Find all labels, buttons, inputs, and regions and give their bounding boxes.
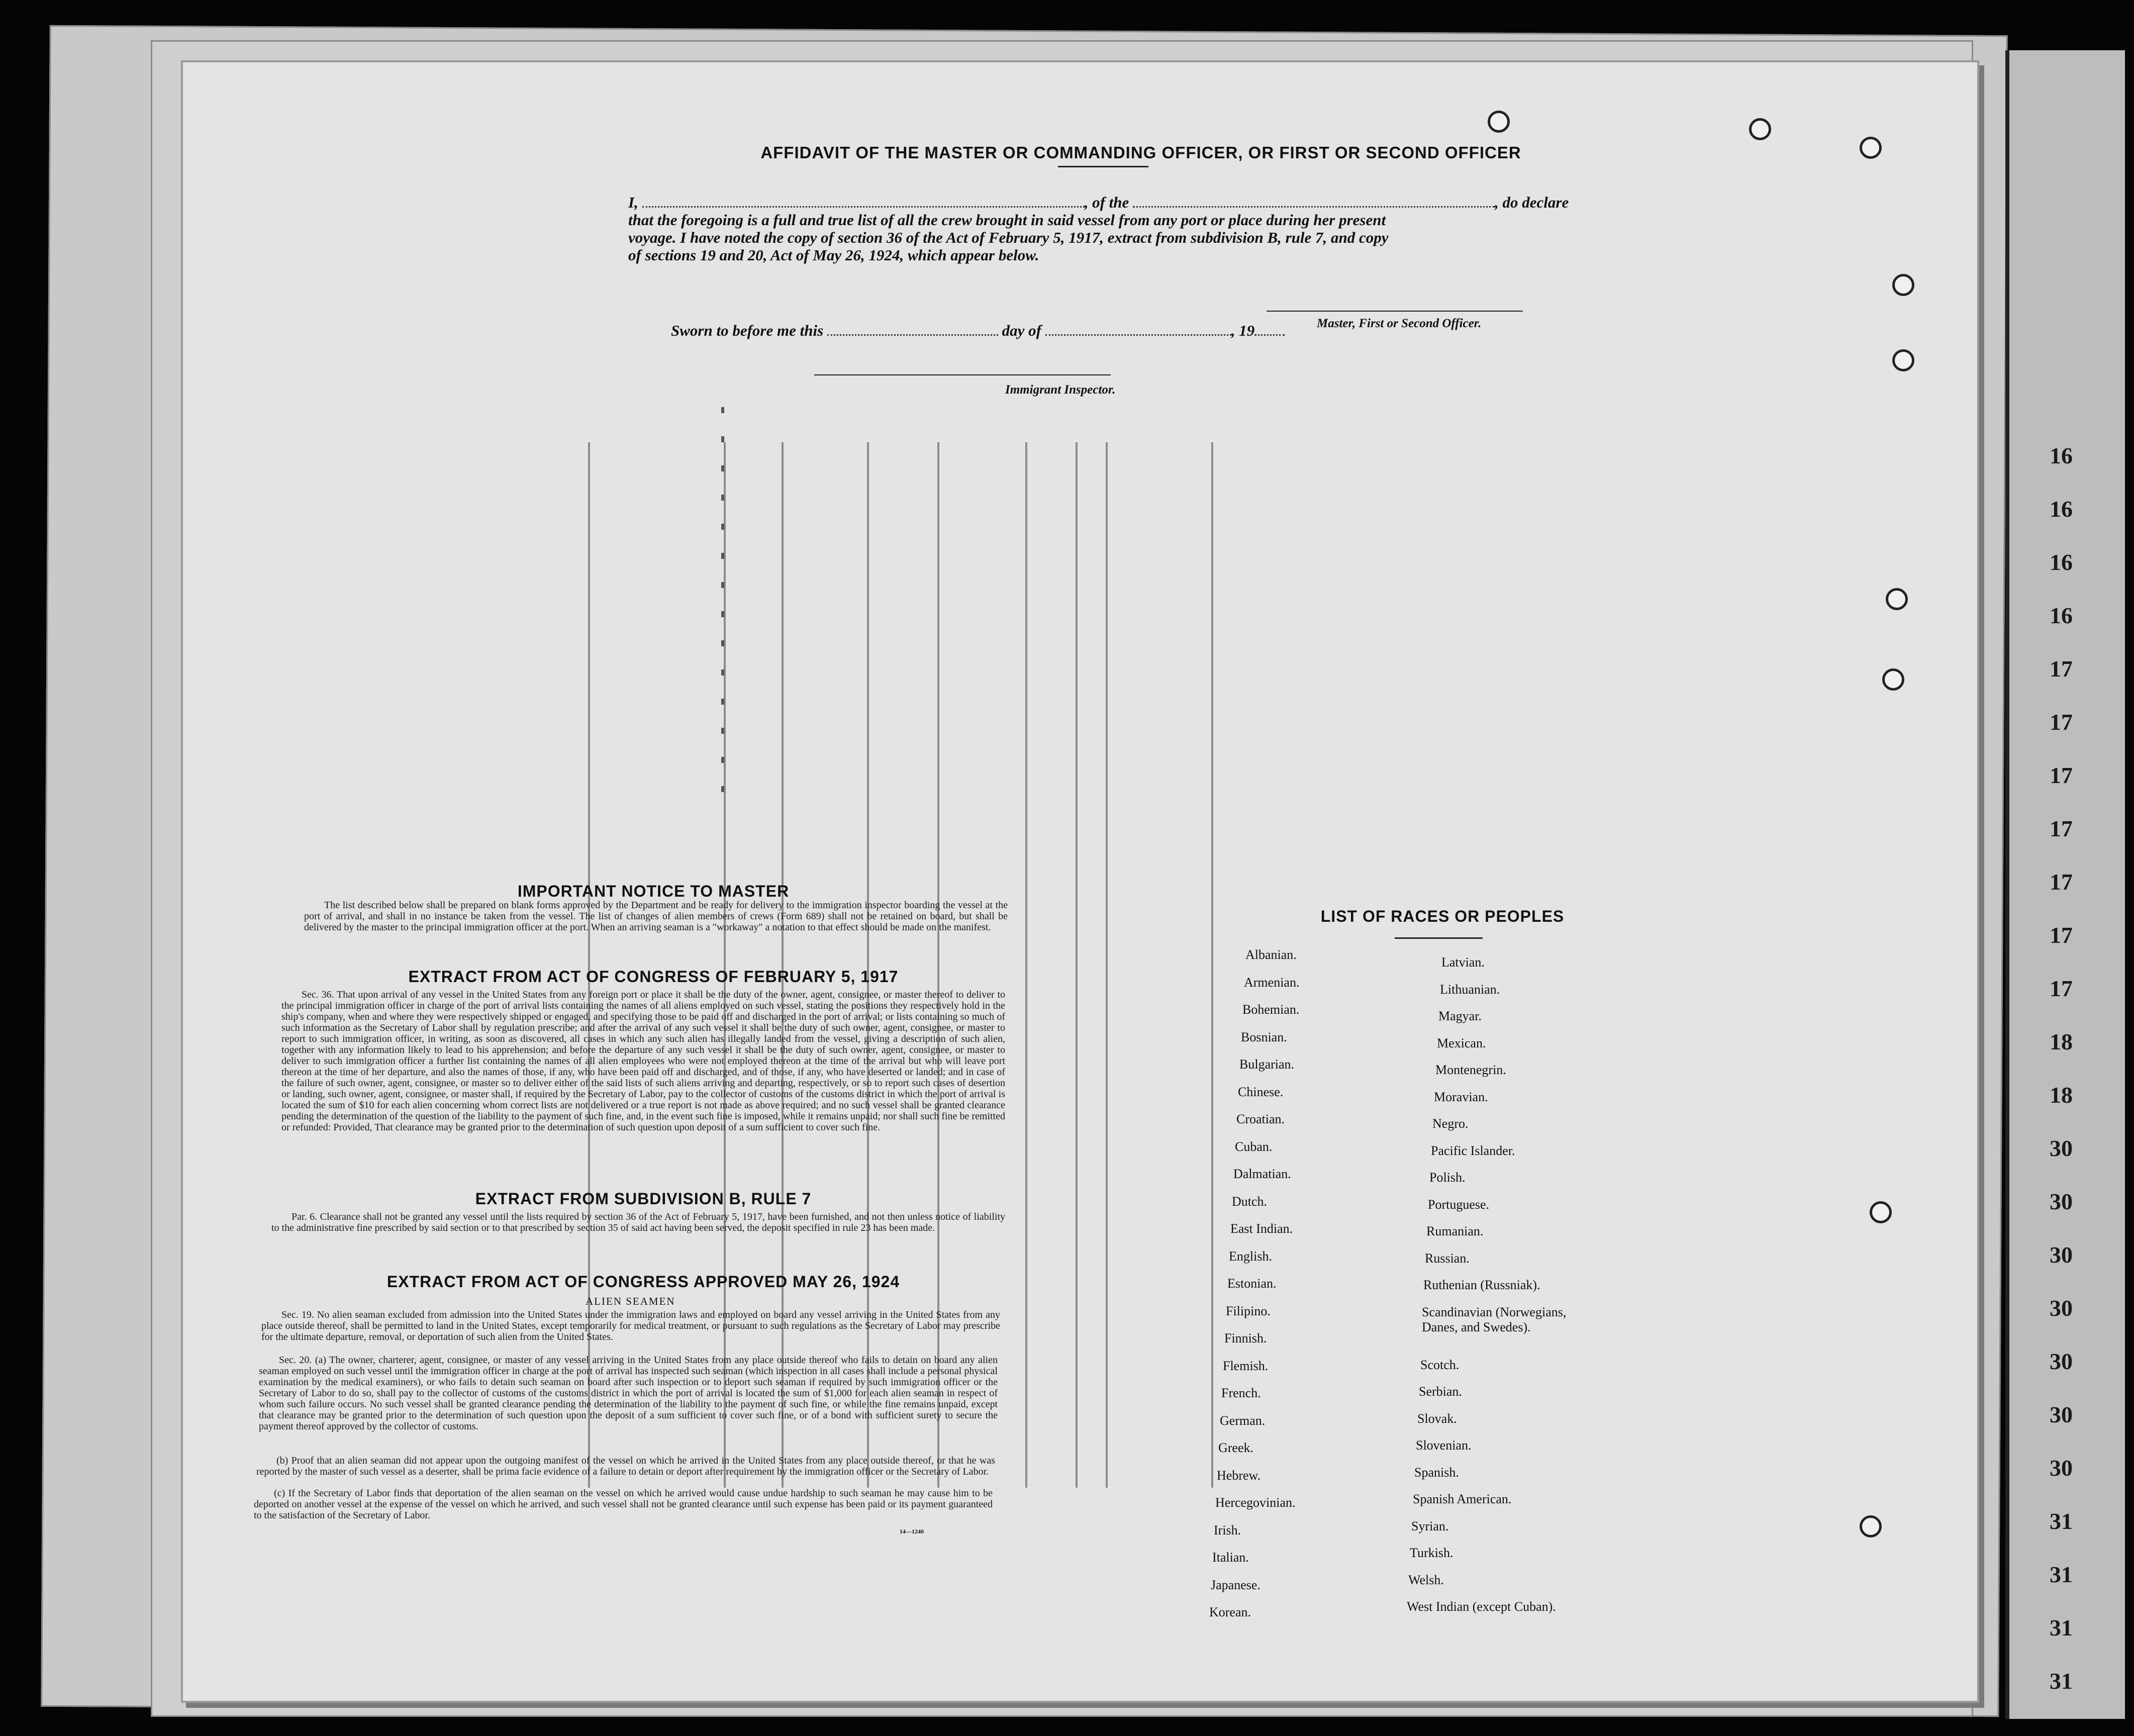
race-item: Polish.: [1429, 1170, 1466, 1185]
underlying-page-number: 31: [2050, 1508, 2073, 1534]
adjacent-page-edge: [2005, 50, 2125, 1719]
alien-seamen-subtitle: ALIEN SEAMEN: [586, 1295, 675, 1307]
punch-hole: [1882, 668, 1904, 691]
race-item: Filipino.: [1226, 1303, 1271, 1318]
grid-tick: [721, 495, 724, 501]
underlying-page-number: 17: [2050, 709, 2073, 735]
underlying-page-number: 17: [2050, 922, 2073, 948]
grid-tick: [721, 728, 724, 734]
race-item: Montenegrin.: [1435, 1063, 1506, 1077]
race-item: Albanian.: [1245, 947, 1297, 962]
race-item: Negro.: [1432, 1116, 1469, 1131]
sworn-prefix: Sworn to before me this: [671, 322, 824, 339]
grid-tick: [721, 786, 724, 792]
race-item: Bulgarian.: [1239, 1057, 1295, 1072]
race-item: Bohemian.: [1242, 1002, 1300, 1017]
race-item: Estonian.: [1227, 1276, 1277, 1291]
declaration-prefix: I,: [628, 194, 638, 211]
punch-hole: [1892, 349, 1914, 371]
race-item: East Indian.: [1230, 1221, 1293, 1236]
notice-text: The list described below shall be prepared on blank forms approved by the Department and be ready for delivery to the immigration inspector boarding the vessel at the port of arrival, and shall in no instance be taken from the vessel. The list of changes of alien members of crews (Form 689) shall not be retained on board, but shall be delivered by the master to the principal immigration officer at the port. When an arriving seaman is a "workaway" a notation to that effect should be made on the manifest.: [304, 900, 1008, 933]
master-signature-line: [1267, 311, 1523, 312]
race-item: Lithuanian.: [1440, 982, 1500, 997]
grid-tick: [721, 553, 724, 559]
grid-tick: [721, 407, 724, 413]
declaration-mid: , of the: [1084, 194, 1129, 211]
punch-hole: [1892, 274, 1914, 296]
punch-hole: [1749, 118, 1771, 140]
punch-hole: [1488, 111, 1510, 133]
race-item: Syrian.: [1411, 1518, 1449, 1533]
underlying-page-number: 17: [2050, 816, 2073, 841]
races-title-underline: [1395, 937, 1483, 939]
sworn-suffix: , 19: [1231, 322, 1255, 339]
name-blank[interactable]: [642, 195, 1085, 208]
sworn-year-blank[interactable]: [1254, 323, 1285, 336]
extract-1924-sec20b: (b) Proof that an alien seaman did not appear upon the outgoing manifest of the vessel on which he arrived in the United States from any place outside thereof, or that he was reported by the master of such vessel as a deserter, shall be prima facie evidence of a failure to detain or deport after requirement by the immigration officer or the Secretary of Labor.: [256, 1455, 995, 1477]
race-item: Cuban.: [1235, 1139, 1273, 1154]
grid-tick: [721, 757, 724, 763]
underlying-page-number: 17: [2050, 976, 2073, 1001]
inspector-signature-line: [814, 374, 1111, 375]
race-item: Hebrew.: [1217, 1468, 1261, 1483]
race-item: Dutch.: [1232, 1194, 1268, 1209]
race-item: Slovenian.: [1416, 1438, 1472, 1453]
underlying-page-number: 30: [2050, 1135, 2073, 1161]
race-item: Moravian.: [1434, 1089, 1488, 1104]
underlying-page-number: 16: [2050, 496, 2073, 522]
rule7-title: EXTRACT FROM SUBDIVISION B, RULE 7: [475, 1190, 812, 1208]
underlying-page-number: 30: [2050, 1242, 2073, 1268]
race-item: French.: [1221, 1386, 1261, 1400]
race-item: Rumanian.: [1426, 1224, 1484, 1238]
race-item: Greek.: [1218, 1440, 1254, 1455]
race-item: Scotch.: [1420, 1357, 1460, 1372]
race-item: Korean.: [1209, 1605, 1251, 1619]
sworn-day-blank[interactable]: [827, 323, 998, 336]
underlying-page-number: 30: [2050, 1402, 2073, 1427]
race-item: Hercegovinian.: [1215, 1495, 1296, 1510]
race-item: Latvian.: [1441, 955, 1485, 970]
race-item: Japanese.: [1211, 1577, 1260, 1592]
extract-1924-sec20c: (c) If the Secretary of Labor finds that deportation of the alien seaman on the vessel on which he arrived would cause undue hardship to such seaman he may cause him to be deported on another vessel at the expense of the vessel on which he arrived, and such vessel shall not be granted clearance until such expense has been paid or its payment guaranteed to the satisfaction of the Secretary of Labor.: [254, 1488, 993, 1521]
declaration-suffix: , do declare: [1495, 194, 1569, 211]
underlying-page-number: 16: [2050, 443, 2073, 468]
race-item: Dalmatian.: [1233, 1167, 1291, 1181]
race-item: Portuguese.: [1428, 1197, 1490, 1212]
punch-hole: [1860, 137, 1882, 159]
race-item: Spanish.: [1414, 1465, 1459, 1480]
race-item: Bosnian.: [1241, 1029, 1287, 1044]
grid-tick: [721, 699, 724, 705]
title-underline: [1058, 166, 1148, 167]
punch-hole: [1870, 1201, 1892, 1223]
race-item: Pacific Islander.: [1431, 1143, 1515, 1158]
punch-hole: [1886, 588, 1908, 610]
grid-tick: [721, 436, 724, 442]
race-item: Turkish.: [1410, 1546, 1453, 1560]
extract-1924-title: EXTRACT FROM ACT OF CONGRESS APPROVED MAY 26, 1924: [386, 1273, 900, 1291]
sworn-line: [671, 322, 1285, 340]
grid-tick: [721, 524, 724, 530]
race-item: Mexican.: [1437, 1035, 1486, 1050]
bleed-through-heading: [744, 161, 754, 197]
underlying-page-number: 30: [2050, 1295, 2073, 1321]
race-item: English.: [1229, 1248, 1272, 1264]
extract-1924-sec19: Sec. 19. No alien seaman excluded from admission into the United States under the immigration laws and employed on board any vessel arriving in the United States from any place outside thereof, shall be permitted to land in the United States, except temporarily for medical treatment, or pursuant to such regulations as the Secretary of Labor may prescribe for the ultimate departure, removal, or deportation of such alien from the United States.: [261, 1309, 1000, 1342]
column-rule: [1076, 442, 1078, 1488]
race-item: Spanish American.: [1413, 1492, 1512, 1506]
extract-1917-text: Sec. 36. That upon arrival of any vessel in the United States from any foreign port or place it shall be the duty of the owner, agent, consignee, or master thereof to deliver to the principal immigration officer in charge of the port of arrival lists containing the names of all aliens employed on such vessel, stating the positions they respectively hold in the ship's company, when and where they were respectively shipped or engaged, and specifying those to be paid off and discharged in the port of arrival; or lists containing so much of such information as the Secretary of Labor shall by regulation prescribe; and after the arrival of any such vessel it shall be the duty of such owner, agent, consignee, or master to report to such immigration officer, in writing, as soon as discovered, all cases in which any such alien has illegally landed from the vessel, giving a description of such alien, together with any information likely to lead to his apprehension; and before the departure of any such vessel it shall be the duty of such owner, agent, consignee, or master to deliver to such immigration officer a further list containing the names of all alien employees who were not employed thereon at the time of the arrival but who will leave port thereon at the time of her departure, and also the names of those, if any, who have been paid off and discharged, and of those, if any, who have deserted or landed; and in case of the failure of such owner, agent, consignee, or master so to deliver either of the said lists of such aliens arriving and departing, respectively, or so to report such cases of desertion or landing, such owner, agent, consignee, or master shall, if required by the Secretary of Labor, pay to the collector of customs of the customs district in which the port of arrival is located the sum of $10 for each alien concerning whom correct lists are not delivered or a true report is not made as above required; and no such vessel shall be granted clearance pending the determination of the question of the liability to the payment of such fine, and, in the event such fine is imposed, while it remains unpaid; nor shall such fine be remitted or refunded: Provided, That clearance may be granted prior to the determination of such question upon deposit of a sum sufficient to cover such fine.: [281, 989, 1005, 1133]
rule7-text: Par. 6. Clearance shall not be granted any vessel until the lists required by section 36 of the Act of February 5, 1917, have been furnished, and not then unless notice of liability to the administrative fine prescribed by said section or to that prescribed by section 35 of said act having been served, the deposit specified in rule 23 has been made.: [271, 1211, 1005, 1233]
races-title: LIST OF RACES OR PEOPLES: [1320, 907, 1565, 925]
affidavit-title: AFFIDAVIT OF THE MASTER OR COMMANDING OFFICER, OR FIRST OR SECOND OFFICER: [760, 143, 1521, 162]
underlying-page-number: 17: [2050, 762, 2073, 788]
underlying-page-number: 30: [2050, 1348, 2073, 1374]
form-number: 14—1240: [900, 1528, 924, 1535]
master-signature-label: Master, First or Second Officer.: [1317, 317, 1482, 330]
race-item: Irish.: [1214, 1522, 1241, 1537]
declaration-line-2: that the foregoing is a full and true list of all the crew brought in said vessel from any port or place during her present: [628, 211, 1386, 229]
extract-1917-title: EXTRACT FROM ACT OF CONGRESS OF FEBRUARY 5, 1917: [408, 968, 899, 986]
declaration-line-3: voyage. I have noted the copy of section 36 of the Act of February 5, 1917, extract from subdivision B, rule 7, and copy: [628, 229, 1389, 246]
race-item: Finnish.: [1224, 1331, 1267, 1345]
grid-tick: [721, 611, 724, 617]
column-rule: [1211, 442, 1213, 1488]
extract-1924-sec20a: Sec. 20. (a) The owner, charterer, agent, consignee, or master of any vessel arriving in the United States from any place outside thereof who fails to detain on board any alien seaman employed on such vessel until the immigration officer in charge at the port of arrival has inspected such seaman (which inspection in all cases shall include a personal physical examination by the medical examiners), or who fails to detain such seaman on board after such inspection or to deport such seaman if required by such immigration officer or the Secretary of Labor to do so, shall pay to the collector of customs of the customs district in which the port of arrival is located the sum of $1,000 for each alien seaman in respect of whom such failure occurs. No such vessel shall be granted clearance pending the determination of the liability to the payment of such fine, or while the fine remains unpaid, except that clearance may be granted prior to the determination of such question upon the deposit of a sum sufficient to cover such fine, or of a bond with sufficient surety to secure the payment thereof approved by the collector of customs.: [259, 1355, 998, 1432]
race-item: Flemish.: [1223, 1358, 1269, 1373]
underlying-page-number: 18: [2050, 1029, 2073, 1054]
underlying-page-number: 17: [2050, 656, 2073, 682]
grid-tick: [721, 465, 724, 471]
race-item: Croatian.: [1236, 1112, 1285, 1126]
sworn-mid: day of: [1002, 322, 1041, 339]
underlying-page-number: 16: [2050, 549, 2073, 575]
declaration-line-1: [628, 194, 1569, 212]
column-rule: [1025, 442, 1027, 1488]
race-item: German.: [1220, 1413, 1266, 1428]
race-item: Russian.: [1425, 1250, 1470, 1266]
underlying-page-number: 31: [2050, 1615, 2073, 1641]
grid-tick: [721, 669, 724, 676]
sworn-month-blank[interactable]: [1045, 323, 1231, 336]
race-item: Italian.: [1212, 1550, 1249, 1565]
grid-tick: [721, 582, 724, 588]
column-rule: [1106, 442, 1108, 1488]
notice-title: IMPORTANT NOTICE TO MASTER: [517, 882, 790, 900]
race-item: West Indian (except Cuban).: [1407, 1599, 1556, 1614]
race-item: Ruthenian (Russniak).: [1423, 1278, 1540, 1292]
race-item: Magyar.: [1438, 1009, 1482, 1023]
race-item: Slovak.: [1417, 1411, 1457, 1426]
inspector-signature-label: Immigrant Inspector.: [1005, 383, 1116, 397]
underlying-page-number: 18: [2050, 1082, 2073, 1108]
underlying-page-number: 17: [2050, 869, 2073, 895]
underlying-page-number: 31: [2050, 1668, 2073, 1694]
race-item: Chinese.: [1238, 1084, 1284, 1099]
race-item: Welsh.: [1408, 1572, 1444, 1587]
underlying-page-number: 30: [2050, 1455, 2073, 1481]
vessel-blank[interactable]: [1133, 195, 1495, 208]
punch-hole: [1860, 1515, 1882, 1537]
race-item: Armenian.: [1244, 975, 1300, 990]
underlying-page-number: 31: [2050, 1562, 2073, 1587]
race-item: Serbian.: [1419, 1384, 1462, 1399]
declaration-line-4: of sections 19 and 20, Act of May 26, 1924, which appear below.: [628, 246, 1039, 264]
race-item: Scandinavian (Norwegians, Danes, and Swedes).: [1422, 1304, 1567, 1334]
grid-tick: [721, 640, 724, 646]
underlying-page-number: 30: [2050, 1189, 2073, 1214]
underlying-page-number: 16: [2050, 603, 2073, 628]
